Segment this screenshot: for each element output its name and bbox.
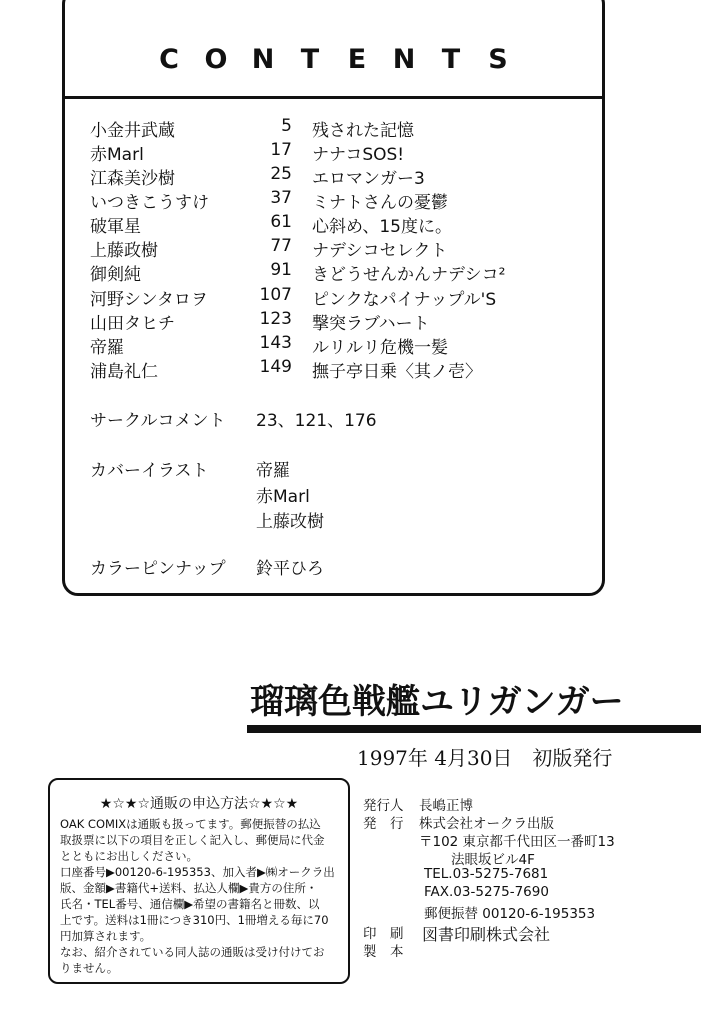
circle-comment-label: サークルコメント — [90, 411, 226, 431]
heading-letter: S — [488, 44, 508, 75]
circle-comment-pages: 23、121、176 — [256, 411, 377, 431]
postal-transfer: 郵便振替 00120-6-195353 — [424, 906, 596, 922]
issuer-label: 発 行 — [363, 816, 404, 832]
heading-letter: C — [159, 44, 179, 75]
contents-entry — [0, 260, 701, 284]
entry-author: 帝羅 — [90, 338, 124, 358]
contents-entry — [0, 236, 701, 260]
print-label: 印 刷 — [363, 926, 404, 942]
heading-letter: E — [347, 44, 367, 75]
cover-illust-artist: 上藤改樹 — [256, 512, 324, 532]
entry-title: きどうせんかんナデシコ² — [312, 265, 506, 285]
cover-illust-artist: 赤Marl — [256, 487, 310, 507]
mail-order-line: とともにお出しください。 — [60, 849, 198, 863]
heading-letter: N — [392, 44, 416, 75]
cover-illust-artist: 帝羅 — [256, 461, 290, 481]
publisher-name: 長嶋正博 — [419, 798, 473, 814]
issuer-building: 法眼坂ビル4F — [451, 852, 535, 868]
book-title: 瑠璃色戦艦ユリガンガー — [250, 682, 624, 722]
title-underline — [247, 725, 701, 733]
entry-author: 浦島礼仁 — [90, 362, 158, 382]
contents-entry — [0, 285, 701, 309]
heading-letter: N — [251, 44, 275, 75]
entry-title: ピンクなパイナップル'S — [312, 290, 497, 310]
entry-author: 河野シンタロヲ — [90, 290, 208, 310]
entry-author: 赤Marl — [90, 145, 144, 165]
publisher-tel: TEL.03-5275-7681 — [424, 866, 549, 882]
publisher-fax: FAX.03-5275-7690 — [424, 884, 549, 900]
entry-page: 5 — [281, 116, 292, 136]
entry-page: 107 — [259, 285, 292, 305]
entry-author: 山田タヒチ — [90, 314, 175, 334]
entry-author: いつきこうすけ — [90, 193, 209, 213]
contents-heading — [62, 44, 605, 75]
entry-page: 61 — [270, 212, 292, 232]
mail-order-line: なお、紹介されている同人誌の通販は受け付けてお — [60, 945, 325, 959]
color-pinup-label: カラーピンナップ — [90, 559, 226, 579]
cover-illust-label: カバーイラスト — [90, 461, 209, 481]
contents-entry — [0, 212, 701, 236]
entry-page: 37 — [270, 188, 292, 208]
contents-entry — [0, 116, 701, 140]
heading-letter: T — [441, 44, 461, 75]
issuer-company: 株式会社オークラ出版 — [419, 816, 554, 832]
entry-title: 心斜め、15度に。 — [312, 217, 452, 237]
contents-entry — [0, 333, 701, 357]
contents-divider — [62, 96, 605, 99]
entry-page: 17 — [270, 140, 292, 160]
entry-author: 上藤政樹 — [90, 241, 158, 261]
edition-date: 1997年 4月30日 初版発行 — [357, 746, 613, 770]
entry-title: ミナトさんの憂鬱 — [312, 193, 448, 213]
printer-name: 図書印刷株式会社 — [422, 925, 551, 944]
entry-author: 江森美沙樹 — [90, 169, 175, 189]
entry-title: ナナコSOS! — [312, 145, 405, 165]
entry-title: エロマンガー3 — [312, 169, 425, 189]
heading-letter: T — [300, 44, 320, 75]
contents-entry — [0, 309, 701, 333]
entry-author: 小金井武蔵 — [90, 121, 175, 141]
mail-order-line: 氏名・TEL番号、通信欄▶希望の書籍名と冊数、以 — [60, 897, 320, 911]
entry-title: 残された記憶 — [312, 121, 414, 141]
bind-label: 製 本 — [363, 944, 404, 960]
entry-title: ナデシコセレクト — [312, 241, 448, 261]
mail-order-line: OAK COMIXは通販も扱ってます。郵便振替の払込 — [60, 817, 321, 831]
entry-page: 91 — [270, 260, 292, 280]
entry-title: ルリルリ危機一髪 — [312, 338, 448, 358]
entry-author: 御剣純 — [90, 265, 141, 285]
heading-letter: O — [204, 44, 228, 75]
entry-page: 25 — [270, 164, 292, 184]
contents-entry — [0, 357, 701, 381]
mail-order-line: 取扱票に以下の項目を正しく記入し、郵便局に代金 — [60, 833, 325, 847]
entry-page: 77 — [270, 236, 292, 256]
mail-order-line: りません。 — [60, 961, 119, 975]
entry-page: 143 — [259, 333, 292, 353]
issuer-address: 〒102 東京都千代田区一番町13 — [419, 834, 615, 850]
mail-order-line: 口座番号▶00120-6-195353、加入者▶㈱オークラ出 — [60, 865, 335, 879]
mail-order-line: 円加算されます。 — [60, 929, 152, 943]
mail-order-heading: ★☆★☆通販の申込方法☆★☆★ — [99, 796, 299, 812]
contents-entry — [0, 164, 701, 188]
entry-author: 破軍星 — [90, 217, 141, 237]
entry-page: 149 — [259, 357, 292, 377]
mail-order-line: 版、金額▶書籍代+送料、払込人欄▶貴方の住所・ — [60, 881, 318, 895]
color-pinup-artist: 鈴平ひろ — [256, 559, 324, 579]
entry-page: 123 — [259, 309, 292, 329]
entry-title: 撫子亭日乗〈其ノ壱〉 — [312, 362, 482, 382]
mail-order-line: 上です。送料は1冊につき310円、1冊増える毎に70 — [60, 913, 329, 927]
entry-title: 撃突ラブハート — [312, 314, 430, 334]
publisher-label: 発行人 — [363, 798, 404, 814]
contents-entry — [0, 140, 701, 164]
contents-entry — [0, 188, 701, 212]
